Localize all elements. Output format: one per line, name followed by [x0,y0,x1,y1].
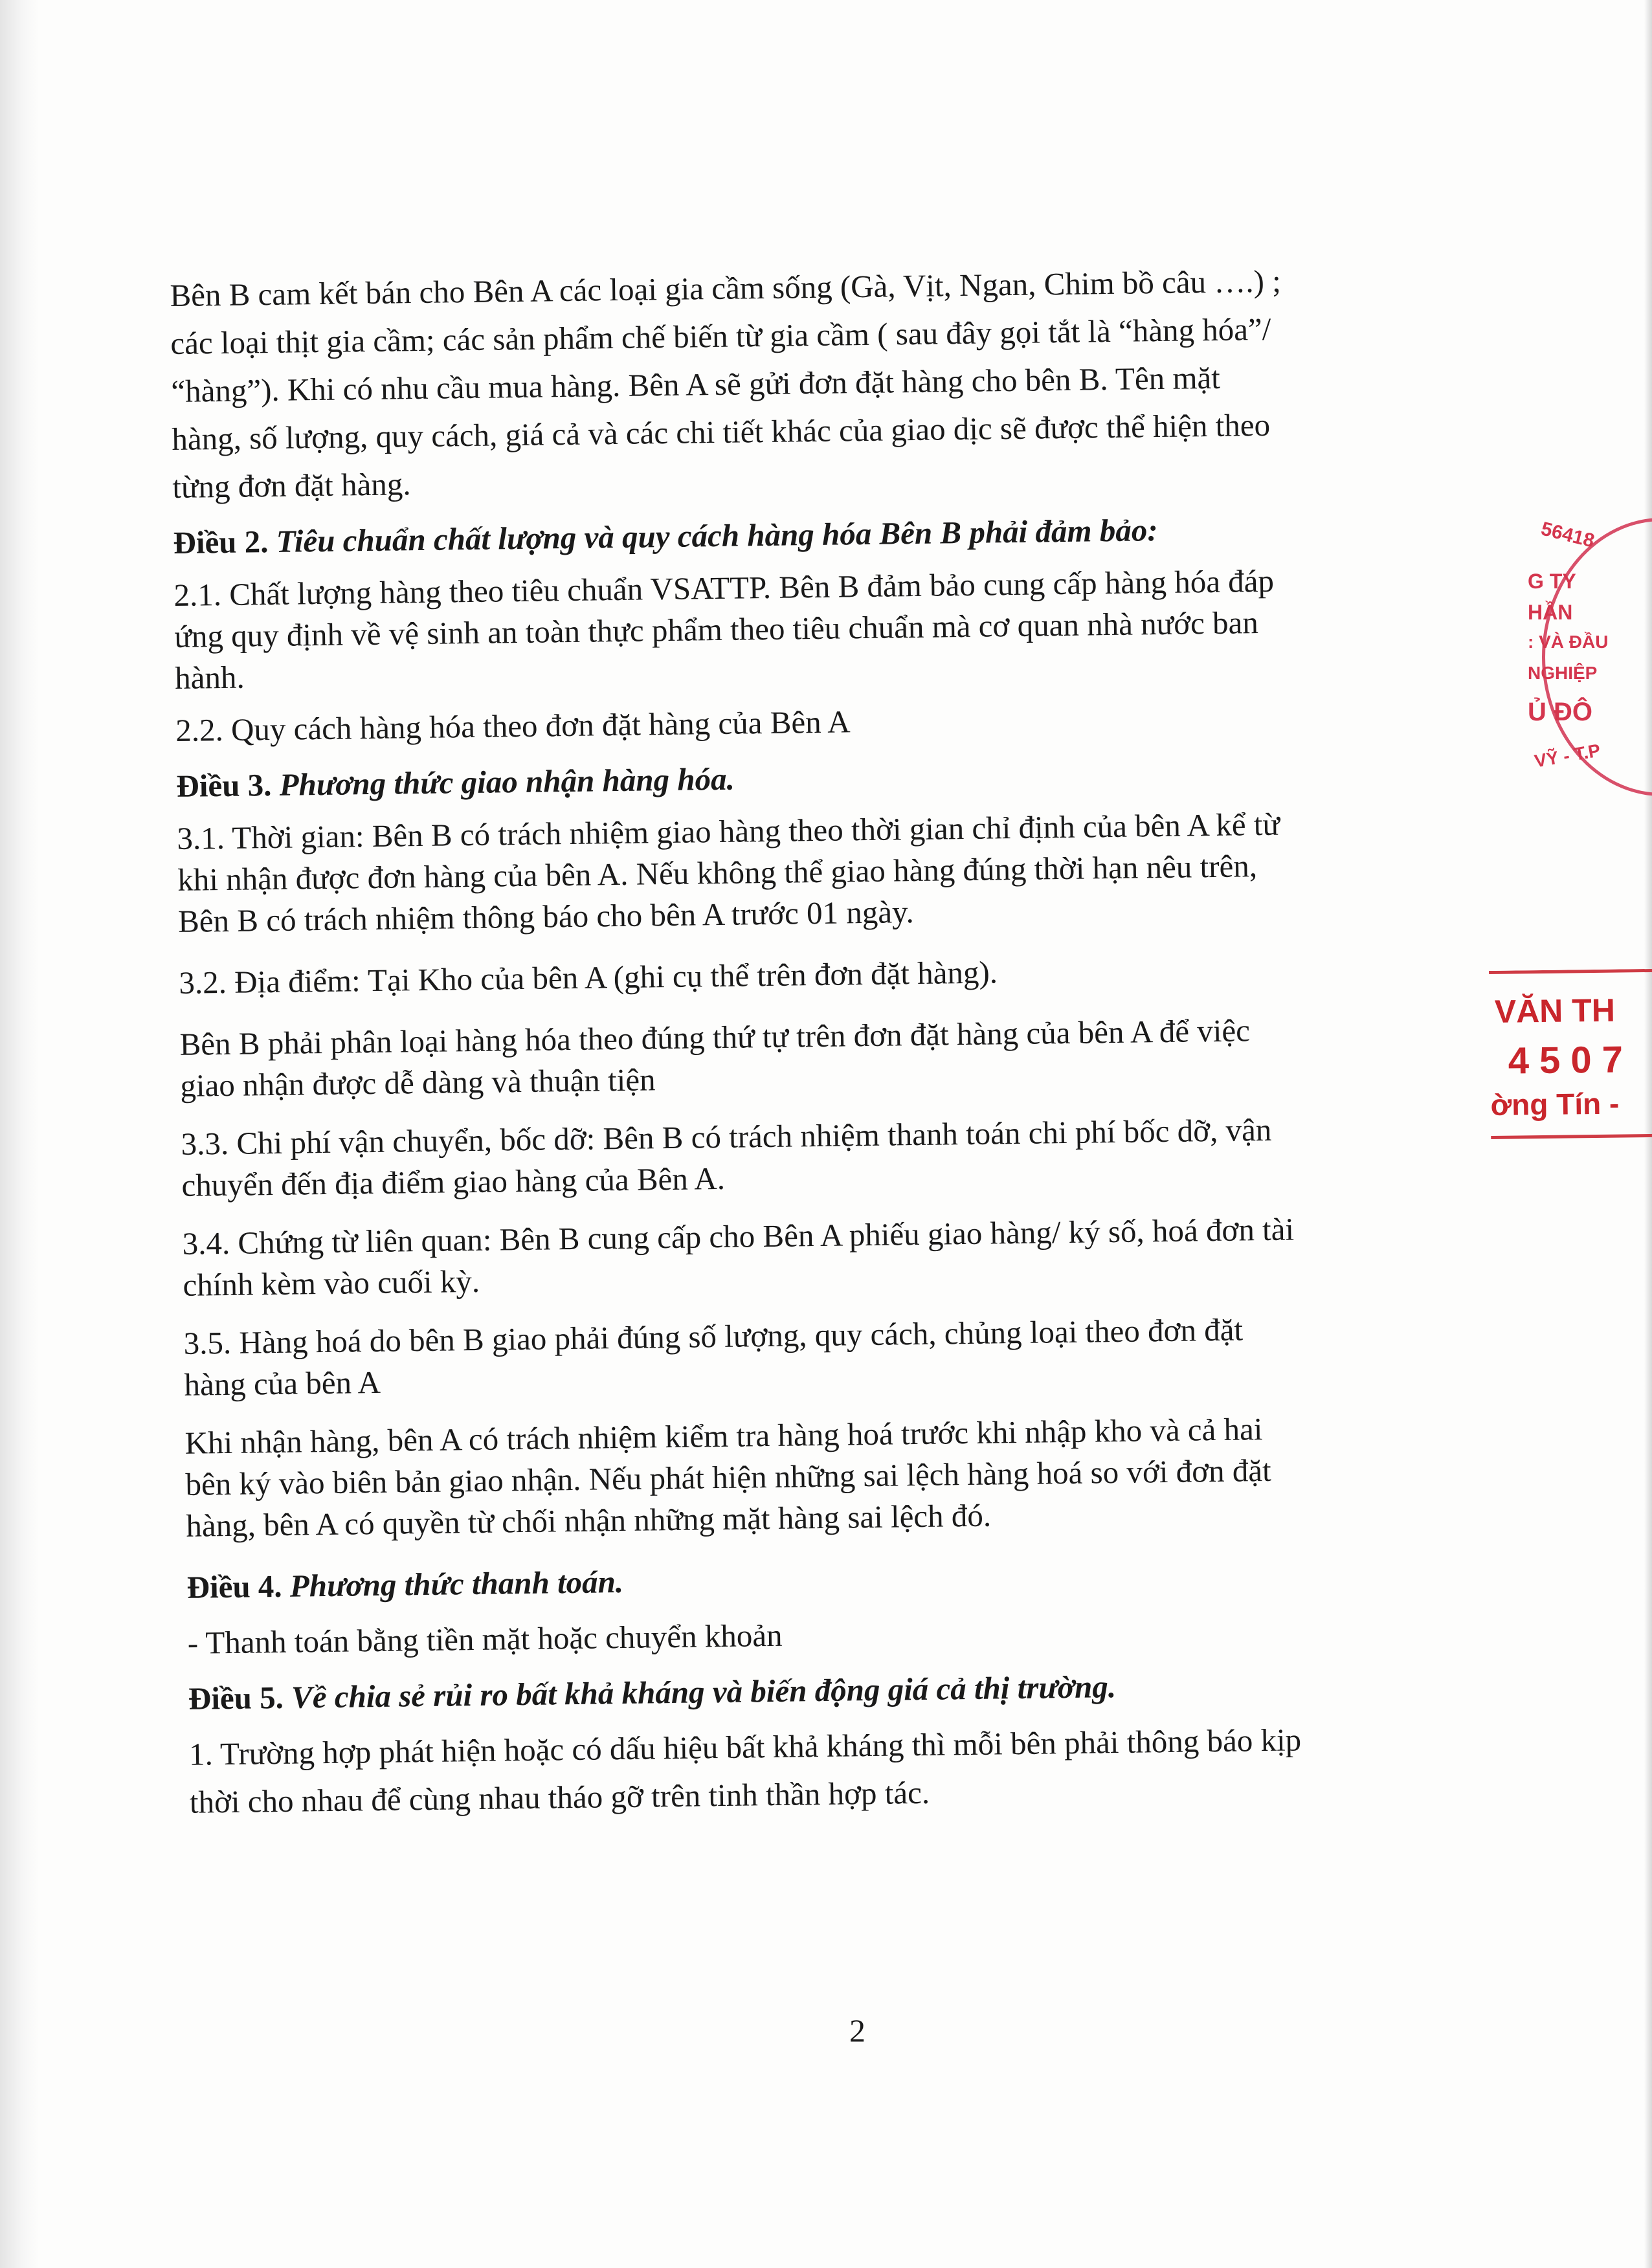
paragraph: 2.1. Chất lượng hàng theo tiêu chuẩn VSATTP. Bên B đảm bảo cung cấp hàng hóa đáp ứng quy định về vệ sinh an toàn thực phẩm theo tiêu chuẩn mà cơ quan nhà nước ban hành. [173,562,1275,696]
article-2-heading: Điều 2. Tiêu chuẩn chất lượng và quy cách hàng hóa Bên B phải đảm bảo: [173,512,1158,561]
stamp-text: 4 5 0 7 [1508,1038,1624,1082]
paragraph: Khi nhận hàng, bên A có trách nhiệm kiểm tra hàng hoá trước khi nhập kho và cả hai bên ký vào biên bản giao nhận. Nếu phát hiện những sai lệch hàng hoá so với đơn đặt hàng, bên A có quyền từ chối nhận những mặt hàng sai lệch đó. [184,1411,1272,1544]
stamp-text: ờng Tín - [1490,1086,1620,1122]
stamp-text: VĂN TH [1494,992,1616,1030]
article-5-heading: Điều 5. Về chia sẻ rủi ro bất khả kháng và biến động giá cả thị trường. [188,1669,1117,1717]
paragraph: 2.2. Quy cách hàng hóa theo đơn đặt hàng của Bên A [175,704,851,748]
seal-text: 56418 [1539,518,1597,552]
page-number: 2 [849,2012,865,2049]
article-4-heading: Điều 4. Phương thức thanh toán. [186,1563,624,1605]
article-3-heading: Điều 3. Phương thức giao nhận hàng hóa. [176,761,735,804]
paragraph: 3.2. Địa điểm: Tại Kho của bên A (ghi cụ thể trên đơn đặt hàng). [179,954,998,1001]
contract-body [170,254,1517,1827]
company-seal-stamp [1528,505,1652,803]
paragraph: - Thanh toán bằng tiền mặt hoặc chuyển khoản [187,1617,783,1661]
paragraph: Bên B phải phân loại hàng hóa theo đúng thứ tự trên đơn đặt hàng của bên A để việc giao nhận được dễ dàng và thuận tiện [179,1012,1251,1104]
seal-text: : VÀ ĐẦU [1528,632,1609,652]
paragraph: Bên B cam kết bán cho Bên A các loại gia cầm sống (Gà, Vịt, Ngan, Chim bồ câu ….) ; các loại thịt gia cầm; các sản phẩm chế biến từ gia cầm ( sau đây gọi tắt là “hàng hóa”/ “hàng”). Khi có nhu cầu mua hàng. Bên A sẽ gửi đơn đặt hàng cho bên B. Tên mặt hàng, số lượng, quy cách, giá cả và các chi tiết khác của giao dịc sẽ được thể hiện theo từng đơn đặt hàng. [170,263,1282,505]
seal-text: VỸ - T.P [1533,740,1602,772]
paragraph: 3.5. Hàng hoá do bên B giao phải đúng số lượng, quy cách, chủng loại theo đơn đặt hàng của bên A [183,1311,1244,1403]
seal-text: HẦN [1528,601,1573,624]
seal-text: NGHIỆP [1528,663,1598,683]
paragraph: 3.3. Chi phí vận chuyển, bốc dỡ: Bên B có trách nhiệm thanh toán chi phí bốc dỡ, vận chuyển đến địa điểm giao hàng của Bên A. [181,1111,1272,1203]
paragraph: 1. Trường hợp phát hiện hoặc có dấu hiệu bất khả kháng thì mỗi bên phải thông báo kịp thời cho nhau để cùng nhau tháo gỡ trên tinh thần hợp tác. [188,1722,1302,1820]
seal-text: Ủ ĐÔ [1528,698,1592,726]
paragraph: 3.1. Thời gian: Bên B có trách nhiệm giao hàng theo thời gian chỉ định của bên A kể từ khi nhận được đơn hàng của bên A. Nếu không thể giao hàng đúng thời hạn nêu trên, Bên B có trách nhiệm thông báo cho bên A trước 01 ngày. [177,806,1280,939]
received-document-stamp [1489,969,1652,1146]
scan-shadow-left [0,0,39,2268]
seal-text: G TY [1528,570,1576,593]
paragraph: 3.4. Chứng từ liên quan: Bên B cung cấp cho Bên A phiếu giao hàng/ ký số, hoá đơn tài chính kèm vào cuối kỳ. [182,1211,1295,1303]
